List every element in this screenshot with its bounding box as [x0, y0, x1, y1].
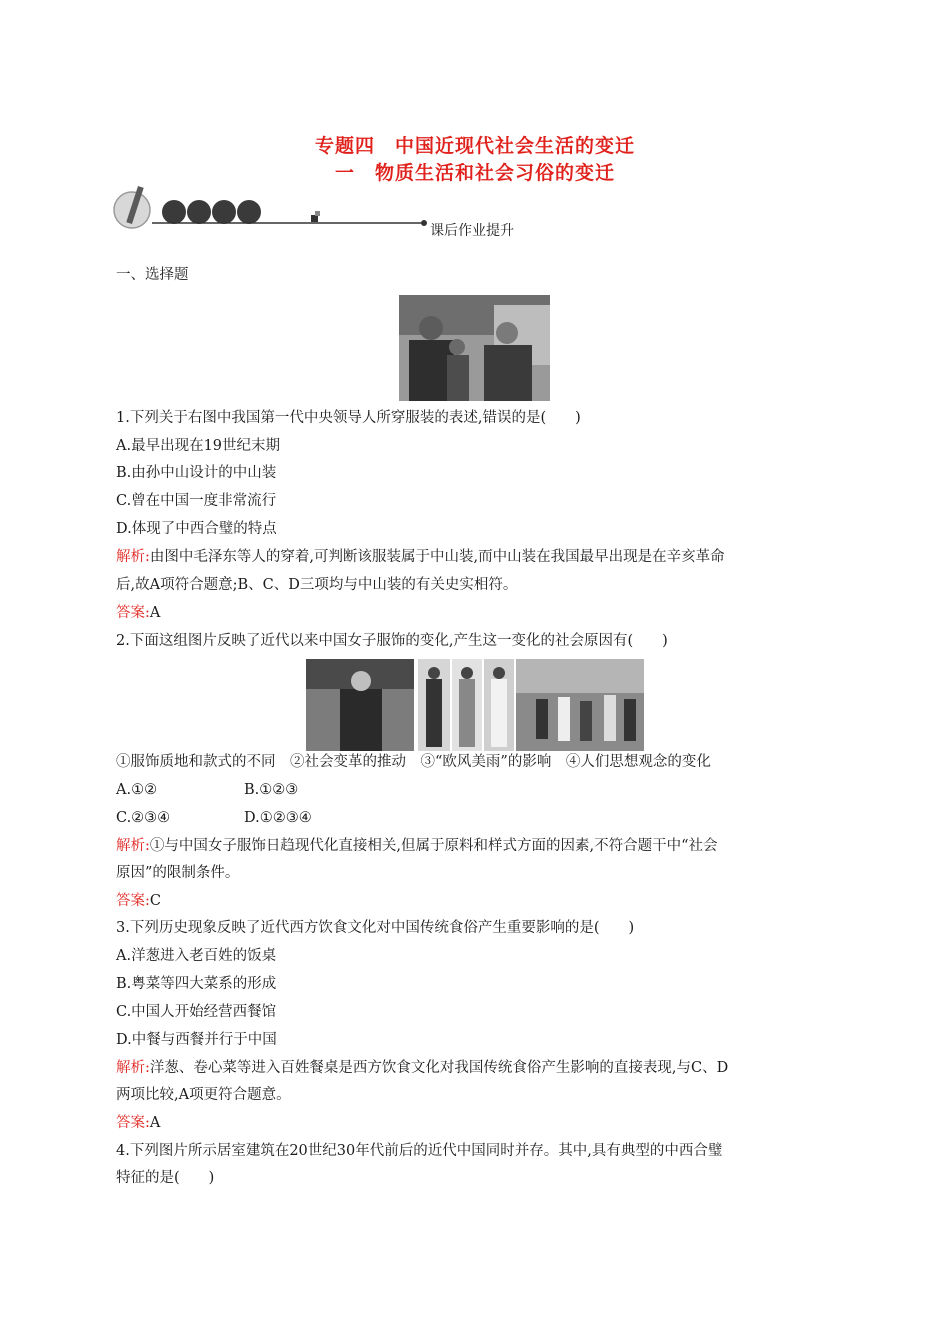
section-heading: 一、选择题 — [116, 267, 189, 283]
page-title: 专题四 中国近现代社会生活的变迁 — [314, 135, 635, 157]
question-1-option-b: B.由孙中山设计的中山装 — [116, 465, 277, 481]
question-3-option-a: A.洋葱进入老百姓的饭桌 — [116, 948, 277, 964]
question-2-option-a: A.①② — [116, 782, 158, 798]
question-2-statements: ①服饰质地和款式的不同 ②社会变革的推动 ③“欧风美雨”的影响 ④人们思想观念的变化 — [116, 754, 711, 770]
banner-dot-3 — [212, 200, 236, 224]
question-3-analysis-cont: 两项比较,A项更符合题意。 — [116, 1087, 291, 1103]
question-2-analysis: 解析:①与中国女子服饰日趋现代化直接相关,但属于原料和样式方面的因素,不符合题干中“社会 — [116, 838, 718, 854]
banner-label: 课后作业提升 — [430, 223, 514, 239]
question-4-stem-cont: 特征的是( ) — [116, 1170, 215, 1186]
question-3-analysis: 解析:洋葱、卷心菜等进入百姓餐桌是西方饮食文化对我国传统食俗产生影响的直接表现,与C、D — [116, 1060, 729, 1076]
question-3-option-b: B.粤菜等四大菜系的形成 — [116, 976, 277, 992]
question-3-answer: 答案:A — [116, 1115, 161, 1131]
question-3-option-d: D.中餐与西餐并行于中国 — [116, 1032, 277, 1048]
analysis-label: 解析: — [116, 549, 150, 565]
banner-dot-4 — [237, 200, 261, 224]
question-1-analysis: 解析:由图中毛泽东等人的穿着,可判断该服装属于中山装,而中山装在我国最早出现是在辛亥革命 — [116, 549, 725, 565]
question-1-option-c: C.曾在中国一度非常流行 — [116, 493, 277, 509]
question-4-stem: 4.下列图片所示居室建筑在20世纪30年代前后的近代中国同时并存。其中,具有典型的中西合璧 — [116, 1143, 723, 1159]
question-2-stem: 2.下面这组图片反映了近代以来中国女子服饰的变化,产生这一变化的社会原因有( ) — [116, 633, 668, 649]
page-subtitle: 一 物质生活和社会习俗的变迁 — [334, 162, 615, 184]
question-1-option-d: D.体现了中西合璧的特点 — [116, 521, 277, 537]
question-1-analysis-cont: 后,故A项符合题意;B、C、D三项均与中山装的有关史实相符。 — [116, 577, 518, 593]
question-2-answer: 答案:C — [116, 893, 161, 909]
question-2-option-d: D.①②③④ — [244, 810, 312, 826]
fashion-photo-strip — [306, 659, 644, 751]
question-2-analysis-cont: 原因”的限制条件。 — [116, 865, 240, 881]
question-1-option-a: A.最早出现在19世纪末期 — [116, 438, 281, 454]
analysis-label: 解析: — [116, 838, 150, 854]
analysis-label: 解析: — [116, 1060, 150, 1076]
question-1-stem: 1.下列关于右图中我国第一代中央领导人所穿服装的表述,错误的是( ) — [116, 410, 581, 426]
question-2-option-c: C.②③④ — [116, 810, 171, 826]
leaders-photo — [399, 295, 550, 401]
question-1-answer: 答案:A — [116, 605, 161, 621]
answer-label: 答案: — [116, 893, 150, 909]
answer-label: 答案: — [116, 605, 150, 621]
question-2-option-b: B.①②③ — [244, 782, 299, 798]
question-3-option-c: C.中国人开始经营西餐馆 — [116, 1004, 277, 1020]
banner-dot-2 — [187, 200, 211, 224]
answer-label: 答案: — [116, 1115, 150, 1131]
question-3-stem: 3.下列历史现象反映了近代西方饮食文化对中国传统食俗产生重要影响的是( ) — [116, 920, 635, 936]
banner-dot-1 — [162, 200, 186, 224]
